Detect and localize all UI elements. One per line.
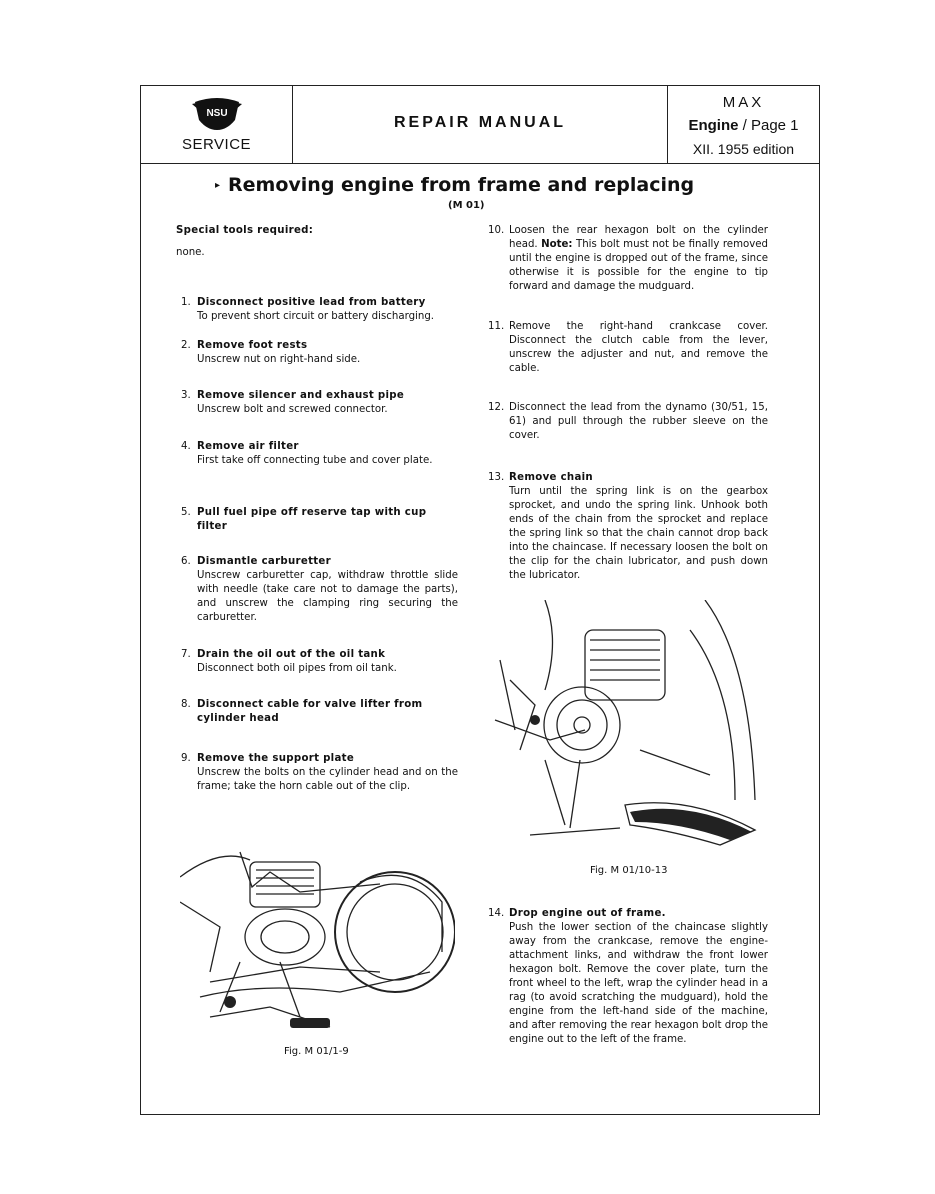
step-body: Unscrew nut on right-hand side. — [197, 354, 361, 365]
step-body: Remove the right-hand crankcase cover. Disconnect the clutch cable from the lever, unscrew the adjuster and nut, and remove the cable. — [509, 321, 768, 374]
page-label: / Page 1 — [742, 117, 799, 134]
step-heading: Disconnect cable for valve lifter from cylinder head — [197, 699, 423, 724]
left-column — [176, 224, 458, 792]
step-body: Loosen the rear hexagon bolt on the cylinder head. Note: This bolt must not be finally removed until the engine is dropped out of the frame, since otherwise it is possible for the engine to tip forward and damage the mudguard. — [509, 225, 768, 292]
motorcycle-figure-left — [180, 842, 455, 1042]
page-title — [215, 174, 715, 196]
tools-heading: Special tools required: — [176, 225, 314, 236]
header-title-cell — [293, 86, 668, 163]
header — [141, 86, 819, 164]
step-item — [488, 224, 768, 294]
step-number: 10. — [488, 225, 505, 236]
step-body: Unscrew carburetter cap, withdraw throttle slide with needle (take care not to damage the parts), and unscrew the clamping ring securing the carburetter. — [197, 570, 458, 623]
step-number: 13. — [488, 472, 505, 483]
brand-logo-text: NSU — [206, 108, 228, 119]
nsu-logo-icon — [189, 96, 245, 132]
step-item — [488, 401, 768, 443]
figure-left-caption: Fig. M 01/1-9 — [284, 1046, 349, 1057]
page-title-text: Removing engine from frame and replacing — [228, 174, 695, 196]
step-number: 9. — [181, 753, 191, 764]
section-page-label — [668, 117, 819, 134]
step-item — [176, 296, 458, 324]
step-heading: Remove chain — [509, 472, 593, 483]
step-heading: Drain the oil out of the oil tank — [197, 649, 386, 660]
step-heading: Remove the support plate — [197, 753, 355, 764]
step-item — [488, 471, 768, 583]
step-number: 1. — [181, 297, 191, 308]
step-number: 7. — [181, 649, 191, 660]
step-heading: Dismantle carburetter — [197, 556, 331, 567]
step-heading: Remove silencer and exhaust pipe — [197, 390, 405, 401]
step-item — [176, 648, 458, 676]
step-item — [488, 907, 768, 1047]
step-number: 2. — [181, 340, 191, 351]
step-body: Push the lower section of the chaincase slightly away from the crankcase, remove the engine-attachment links, and withdraw the front lower hexagon bolt. Remove the cover plate, turn the front wheel to the left, wrap the cylinder head in a rag (to avoid scratching the mudguard), hold the engine from the left-hand side of the machine, and after removing the rear hexagon bolt drop the engine out to the left of the frame. — [509, 922, 768, 1045]
step-heading: Remove air filter — [197, 441, 299, 452]
step-body: Turn until the spring link is on the gearbox sprocket, and undo the spring link. Unhook both ends of the chain from the sprocket and replace the spring link so that the chain cannot drop back into the chaincase. If necessary loosen the bolt on the clip for the chain lubricator, and push down the lubricator. — [509, 486, 768, 581]
step-heading: Remove foot rests — [197, 340, 308, 351]
step-item — [176, 698, 458, 726]
step-heading: Disconnect positive lead from battery — [197, 297, 426, 308]
motorcycle-figure-right — [490, 600, 760, 862]
step-item — [488, 320, 768, 376]
figure-right-caption: Fig. M 01/10-13 — [590, 865, 668, 876]
step-item — [176, 440, 458, 468]
step-number: 6. — [181, 556, 191, 567]
step-item — [176, 752, 458, 794]
bullet-icon: ▸ — [215, 180, 221, 191]
step-item — [176, 555, 458, 625]
step-number: 4. — [181, 441, 191, 452]
step-body: First take off connecting tube and cover plate. — [197, 455, 433, 466]
step-body: Disconnect both oil pipes from oil tank. — [197, 663, 397, 674]
step-number: 14. — [488, 908, 505, 919]
step-number: 5. — [181, 507, 191, 518]
step-number: 3. — [181, 390, 191, 401]
edition-label: XII. 1955 edition — [692, 141, 795, 157]
header-info-cell — [668, 86, 819, 163]
model-label: MAX — [722, 94, 765, 111]
step-body: Disconnect the lead from the dynamo (30/51, 15, 61) and pull through the rubber sleeve on the cover. — [509, 402, 768, 441]
step-number: 8. — [181, 699, 191, 710]
step-heading: Pull fuel pipe off reserve tap with cup filter — [197, 507, 427, 532]
repair-manual-label: REPAIR MANUAL — [393, 114, 567, 131]
procedure-code: (M 01) — [448, 200, 485, 211]
section-label: Engine — [688, 117, 739, 134]
step-note-label: Note: — [541, 239, 573, 250]
step-number: 12. — [488, 402, 505, 413]
step-heading: Drop engine out of frame. — [509, 908, 666, 919]
step-number: 11. — [488, 321, 505, 332]
service-label: SERVICE — [181, 136, 252, 153]
step-item — [176, 506, 458, 534]
step-item — [176, 339, 458, 367]
step-item — [176, 389, 458, 417]
header-logo-cell — [141, 86, 293, 163]
step-body: To prevent short circuit or battery discharging. — [197, 311, 435, 322]
tools-value: none. — [176, 247, 205, 258]
step-body: Unscrew bolt and screwed connector. — [197, 404, 388, 415]
step-body: Unscrew the bolts on the cylinder head and on the frame; take the horn cable out of the clip. — [197, 767, 458, 792]
